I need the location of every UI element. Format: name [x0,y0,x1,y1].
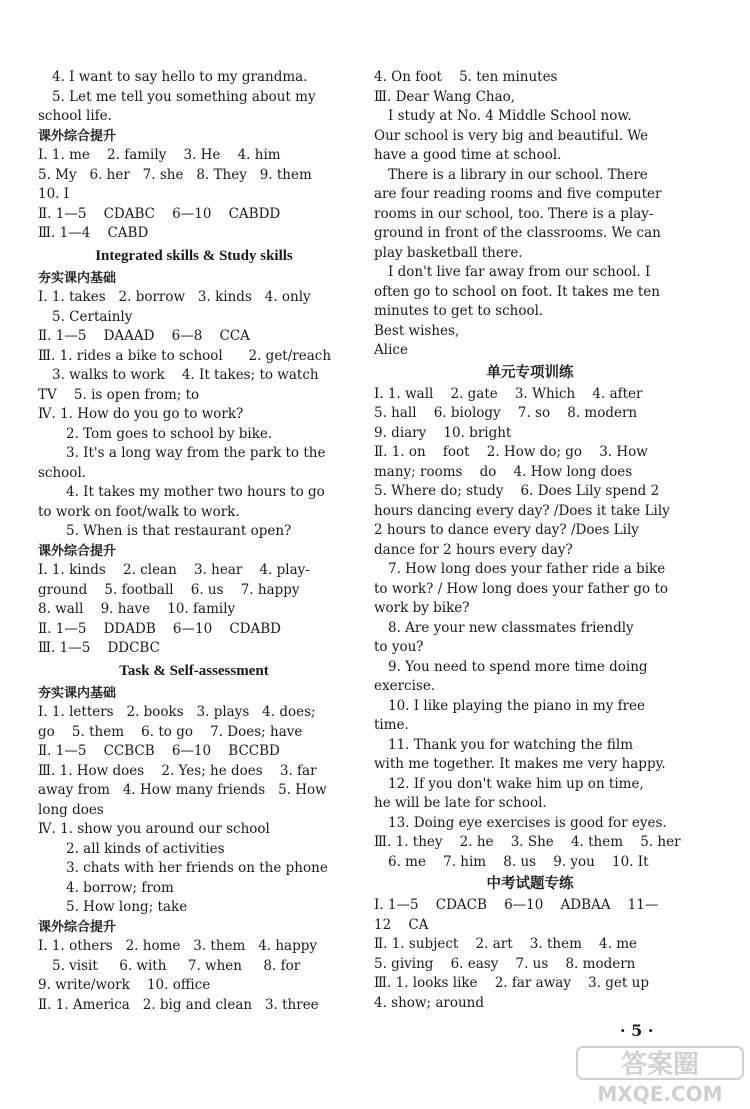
left-line: 2. all kinds of activities [66,840,225,857]
left-line: Ⅱ. 1—5 CCBCB 6—10 BCCBD [38,743,280,759]
left-line: Ⅲ. 1—5 DDCBC [38,640,160,656]
right-line: I study at No. 4 Middle School now. [388,108,632,124]
left-subheading: 课外综合提升 [38,128,117,144]
right-line: 13. Doing eye exercises is good for eyes. [388,814,667,831]
page-number: · 5 · [620,1021,654,1040]
left-line: 4. I want to say hello to my grandma. [52,69,308,85]
right-line: I don't live far away from our school. I [388,264,651,280]
left-line: 5. visit 6. with 7. when 8. for [52,957,301,974]
left-line: TV 5. is open from; to [38,386,200,403]
left-line: Ⅱ. 1. America 2. big and clean 3. three [38,996,319,1013]
right-line: hours dancing every day? /Does it take Lily [374,502,670,519]
right-line: 4. On foot 5. ten minutes [374,69,558,85]
left-line: 3. chats with her friends on the phone [66,860,328,876]
right-line: Our school is very big and beautiful. We [374,127,649,144]
left-line: 9. write/work 10. office [38,977,211,993]
right-line: 6. me 7. him 8. us 9. you 10. It [388,853,649,870]
left-line: 4. It takes my mother two hours to go [66,484,325,500]
right-line: he will be late for school. [374,795,547,811]
left-line: 10. I [38,186,70,202]
left-line: 3. It's a long way from the park to the [66,445,326,461]
right-line: 10. I like playing the piano in my free [388,697,646,714]
left-line: Ⅲ. 1—4 CABD [38,225,149,241]
right-line: Ⅰ. 1. wall 2. gate 3. Which 4. after [374,385,643,402]
left-line: Ⅰ. 1. me 2. family 3. He 4. him [38,147,281,163]
left-line: Ⅰ. 1. others 2. home 3. them 4. happy [38,938,318,954]
left-line: school. [38,464,87,481]
right-line: have a good time at school. [374,147,562,163]
left-line: Ⅰ. 1. kinds 2. clean 3. hear 4. play- [38,562,310,578]
left-line: Ⅲ. 1. How does 2. Yes; he does 3. far [38,762,317,779]
right-line: 5. giving 6. easy 7. us 8. modern [374,955,636,972]
left-column [38,68,350,1015]
right-line: Ⅰ. 1—5 CDACB 6—10 ADBAA 11— [374,897,659,913]
left-line: long does [38,801,104,818]
right-line: Ⅲ. 1. they 2. he 3. She 4. them 5. her [374,834,681,850]
right-line: 4. show; around [374,994,484,1011]
left-line: Ⅱ. 1—5 CDABC 6—10 CABDD [38,205,281,222]
left-section-title: Integrated skills & Study skills [95,247,293,264]
right-line: 8. Are your new classmates friendly [388,619,634,636]
left-line: 5. Let me tell you something about my [52,88,316,105]
right-line: time. [374,717,409,733]
watermark-logo [575,1043,745,1107]
left-line: Ⅳ. 1. How do you go to work? [38,406,244,422]
left-line: 8. wall 9. have 10. family [38,601,236,617]
right-line: work by bike? [374,600,470,616]
right-line: to work? / How long does your father go to [374,580,669,597]
right-line: minutes to get to school. [374,303,544,319]
right-line: There is a library in our school. There [388,166,648,183]
left-line: ground 5. football 6. us 7. happy [38,581,300,598]
right-line: Alice [374,342,408,358]
right-line: Best wishes, [374,322,460,339]
right-line: to you? [374,639,424,655]
right-line: 5. Where do; study 6. Does Lily spend 2 [374,483,660,499]
left-line: Ⅳ. 1. show you around our school [38,821,270,837]
right-column [374,68,686,1013]
left-line: 5. How long; take [66,899,188,915]
left-line: 5. Certainly [52,308,133,325]
right-line: many; rooms do 4. How long does [374,463,633,480]
watermark-text: 答案圈 [620,1050,700,1080]
left-line: 5. When is that restaurant open? [66,523,292,539]
left-line: 4. borrow; from [66,879,174,896]
left-subheading: 课外综合提升 [38,919,117,935]
left-line: Ⅱ. 1—5 DDADB 6—10 CDABD [38,620,281,637]
right-line: 2 hours to dance every day? /Does Lily [374,522,639,538]
right-line: are four reading rooms and five computer [374,186,662,202]
right-line: often go to school on foot. It takes me ten [374,283,660,300]
left-line: go 5. them 6. to go 7. Does; have [38,723,303,740]
right-line: 7. How long does your father ride a bike [388,561,666,577]
left-line: away from 4. How many friends 5. How [38,782,327,798]
left-subheading: 课外综合提升 [38,543,117,559]
left-subheading: 夯实课内基础 [38,685,117,701]
right-line: 9. You need to spend more time doing [388,658,648,675]
left-section-title: Task & Self-assessment [119,662,269,679]
right-line: 12. If you don't wake him up on time, [388,775,644,792]
left-line: school life. [38,108,112,124]
right-section-title: 中考试题专练 [486,876,574,892]
right-line: 5. hall 6. biology 7. so 8. modern [374,405,638,421]
left-line: 2. Tom goes to school by bike. [66,425,273,442]
right-line: 9. diary 10. bright [374,424,512,441]
left-line: Ⅲ. 1. rides a bike to school 2. get/reach [38,347,332,364]
right-line: 12 CA [374,916,429,933]
left-line: to work on foot/walk to work. [38,503,240,520]
right-line: with me together. It makes me very happy. [374,756,666,772]
right-line: ground in front of the classrooms. We can [374,225,661,241]
left-line: Ⅰ. 1. takes 2. borrow 3. kinds 4. only [38,289,311,305]
left-line: 3. walks to work 4. It takes; to watch [52,367,319,383]
watermark-url: MXQE.COM [597,1082,723,1106]
left-line: 5. My 6. her 7. she 8. They 9. them [38,166,312,183]
right-line: Ⅱ. 1. subject 2. art 3. them 4. me [374,936,637,952]
right-line: play basketball there. [374,244,523,261]
left-subheading: 夯实课内基础 [38,270,117,286]
right-line: dance for 2 hours every day? [374,541,573,558]
right-line: exercise. [374,678,436,694]
right-line: Ⅱ. 1. on foot 2. How do; go 3. How [374,444,648,460]
right-section-title: 单元专项训练 [486,364,574,381]
right-line: rooms in our school, too. There is a play- [374,205,654,222]
right-line: 11. Thank you for watching the film [388,736,634,753]
left-line: Ⅱ. 1—5 DAAAD 6—8 CCA [38,328,250,344]
right-line: Ⅲ. 1. looks like 2. far away 3. get up [374,975,649,991]
left-line: Ⅰ. 1. letters 2. books 3. plays 4. does; [38,704,316,720]
right-line: Ⅲ. Dear Wang Chao, [374,88,516,105]
